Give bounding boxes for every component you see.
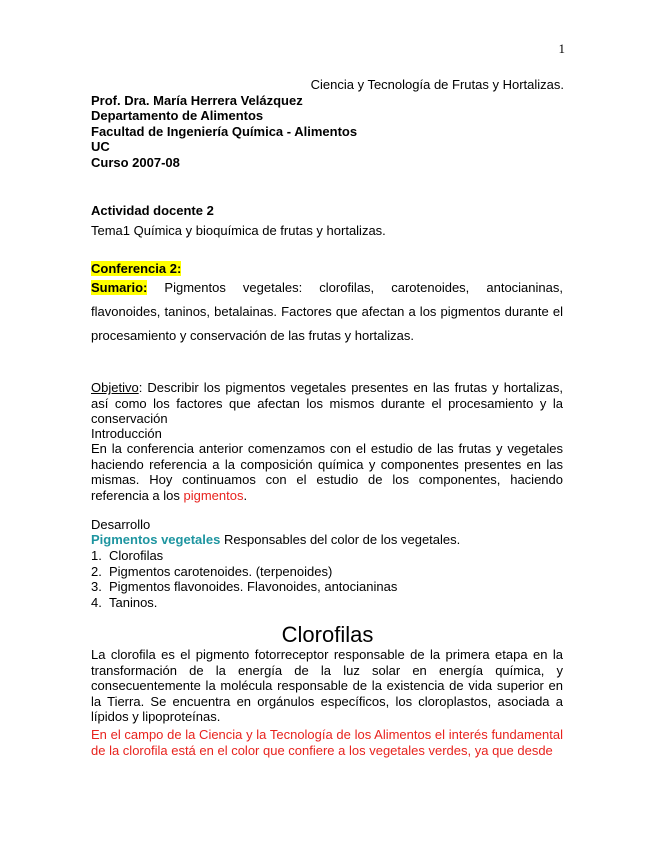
objective-paragraph	[91, 380, 563, 427]
chlorophyll-red-paragraph: En el campo de la Ciencia y la Tecnología de los Alimentos el interés fundamental de la clorofila está en el color que confiere a los vegetales verdes, ya que desde	[91, 727, 563, 758]
objective-text: : Describir los pigmentos vegetales presentes en las frutas y hortalizas, así como los factores que afectan los mismos durante el procesamiento y la conservación	[91, 380, 563, 427]
page-number: 1	[558, 41, 565, 56]
list-number: 2.	[91, 563, 102, 579]
list-number: 3.	[91, 579, 102, 595]
list-text: Taninos.	[109, 594, 158, 610]
list-item	[91, 595, 397, 611]
summary-line-2: flavonoides, taninos, betalainas. Factores que afectan a los pigmentos durante el	[91, 304, 563, 319]
activity-title: Actividad docente 2	[91, 203, 214, 218]
list-text: Pigmentos carotenoides. (terpenoides)	[109, 563, 333, 579]
list-item	[91, 579, 397, 595]
conference-label-text: Conferencia 2:	[91, 261, 182, 276]
author-university: UC	[91, 139, 110, 154]
list-number: 4.	[91, 594, 102, 610]
chlorophyll-paragraph: La clorofila es el pigmento fotorreceptor responsable de la primera etapa en la transformación de la energía de la luz solar en energía química, y consecuentemente la molécula responsable de la existencia de vida superior en la Tierra. Se encuentra en orgánulos específicos, los cloroplastos, asociada a lípidos y lipoproteínas.	[91, 647, 563, 725]
summary-line-1	[91, 280, 563, 296]
list-text: Pigmentos flavonoides. Flavonoides, antocianinas	[109, 579, 398, 595]
summary-label: Sumario:	[91, 280, 148, 295]
intro-end: .	[243, 487, 248, 503]
intro-pigments-link: pigmentos	[183, 487, 244, 503]
list-item	[91, 548, 397, 564]
intro-text: En la conferencia anterior comenzamos con el estudio de las frutas y vegetales haciendo referencia a la composición química y componentes presentes en las mismas. Hoy continuamos con el estudio de los componentes, haciendo referencia a los	[91, 441, 563, 503]
document-header: Ciencia y Tecnología de Frutas y Hortalizas.	[310, 77, 564, 92]
pigments-heading: Pigmentos vegetales	[91, 532, 221, 547]
list-text: Clorofilas	[109, 548, 164, 563]
development-label: Desarrollo	[91, 517, 151, 532]
author-faculty: Facultad de Ingeniería Química - Alimentos	[91, 124, 358, 139]
summary-line-3: procesamiento y conservación de las frutas y hortalizas.	[91, 328, 414, 343]
course-year: Curso 2007-08	[91, 155, 180, 170]
author-department: Departamento de Alimentos	[91, 108, 264, 123]
summary-text-1: Pigmentos vegetales: clorofilas, carotenoides, antocianinas,	[164, 280, 563, 295]
author-name: Prof. Dra. María Herrera Velázquez	[91, 93, 303, 108]
pigments-description: Responsables del color de los vegetales.	[220, 532, 461, 547]
pigments-heading-line	[91, 532, 460, 547]
list-item	[91, 564, 397, 580]
intro-label: Introducción	[91, 426, 162, 441]
conference-label	[91, 261, 181, 276]
objective-label: Objetivo	[91, 380, 139, 395]
intro-paragraph	[91, 441, 563, 503]
topic-line: Tema1 Química y bioquímica de frutas y hortalizas.	[91, 223, 386, 238]
list-number: 1.	[91, 548, 102, 563]
section-title: Clorofilas	[281, 622, 374, 647]
pigment-list	[91, 548, 397, 610]
